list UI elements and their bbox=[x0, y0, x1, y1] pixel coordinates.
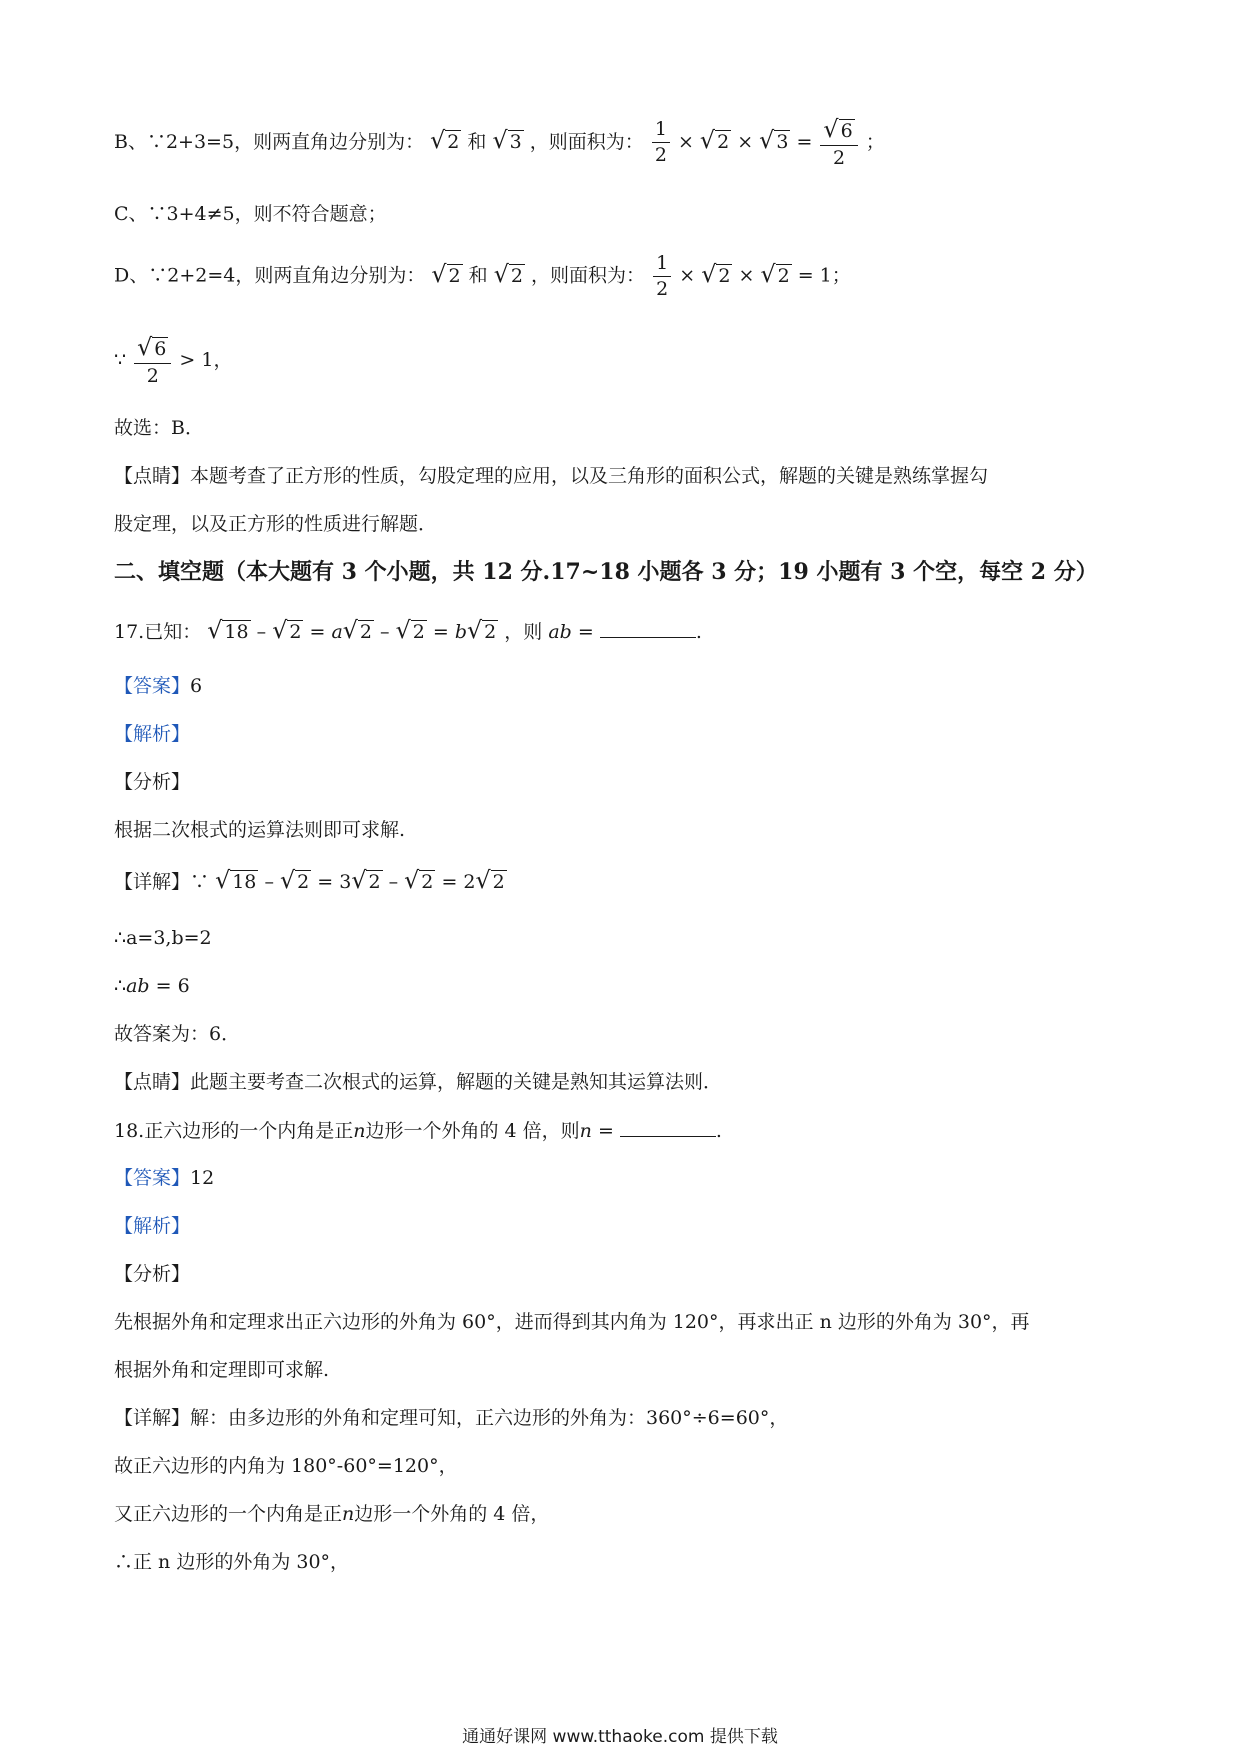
fraction-half: $\frac{1}{2}$ bbox=[652, 120, 670, 165]
option-d-line: D、∵2+2=4，则两直角边分别为： √ 2 和 √ 2 ，则面积为： $\frac{1}{2}$ × √ 2 × √ 2 = 1； bbox=[114, 252, 851, 300]
section-heading: 二、填空题（本大题有 3 个小题，共 12 分.17~18 小题各 3 分；19 小题有 3 个空，每空 2 分） bbox=[114, 559, 1098, 585]
sqrt-2: √ 2 bbox=[699, 125, 730, 154]
q17-analysis: 根据二次根式的运算法则即可求解. bbox=[114, 819, 406, 841]
sqrt-2: √ 2 bbox=[395, 616, 425, 644]
sqrt-2: √ 2 bbox=[351, 866, 381, 894]
sqrt-3: √ 3 bbox=[492, 125, 522, 154]
answer-blank bbox=[620, 1116, 716, 1137]
page-footer: 通通好课网 www.tthaoke.com 提供下载 bbox=[462, 1727, 778, 1747]
q18-jiexi-tag: 【解析】 bbox=[114, 1215, 191, 1237]
question-17: 17.已知： √ 18 – √ 2 = a√ 2 – √ 2 = b√ 2 ，则 ab = . bbox=[114, 616, 702, 644]
q18-answer-line bbox=[114, 1164, 214, 1192]
answer-tag: 【答案】 bbox=[114, 1167, 191, 1189]
fraction-sqrt6-over-2: $\frac{√ 6}{2}$ bbox=[820, 118, 857, 168]
sqrt-3: √ 3 bbox=[759, 125, 789, 154]
sqrt-2: √ 2 bbox=[475, 866, 505, 894]
sqrt-18: √ 18 bbox=[207, 616, 249, 644]
question-18: 18.正六边形的一个内角是正n边形一个外角的 4 倍，则n = . bbox=[114, 1116, 722, 1145]
q18-fenxi-tag: 【分析】 bbox=[114, 1263, 191, 1285]
fraction-half: $\frac{1}{2}$ bbox=[653, 254, 671, 299]
review-16-line-1: 【点睛】本题考查了正方形的性质，勾股定理的应用，以及三角形的面积公式，解题的关键是熟练掌握勾 bbox=[114, 465, 989, 487]
q18-detail-3: 又正六边形的一个内角是正n边形一个外角的 4 倍， bbox=[114, 1503, 550, 1525]
q17-fenxi-tag: 【分析】 bbox=[114, 771, 191, 793]
option-c-line: C、∵3+4≠5，则不符合题意； bbox=[114, 203, 387, 225]
q17-step-2: ∴ab = 6 bbox=[114, 975, 190, 997]
q18-analysis-2: 根据外角和定理即可求解. bbox=[114, 1359, 330, 1381]
choice-line: 故选：B． bbox=[114, 417, 204, 439]
q18-detail-4: ∴正 n 边形的外角为 30°， bbox=[114, 1551, 350, 1573]
sqrt-18: √ 18 bbox=[215, 866, 257, 894]
sqrt-2: √ 2 bbox=[404, 866, 434, 894]
q18-detail-2: 故正六边形的内角为 180°-60°=120°， bbox=[114, 1455, 458, 1477]
q17-jiexi-tag: 【解析】 bbox=[114, 723, 191, 745]
q18-analysis-1: 先根据外角和定理求出正六边形的外角为 60°，进而得到其内角为 120°，再求出正 n 边形的外角为 30°，再 bbox=[114, 1311, 1030, 1333]
answer-value: 6 bbox=[190, 675, 203, 697]
sqrt-2: √ 2 bbox=[760, 259, 790, 288]
sqrt-2: √ 2 bbox=[279, 866, 310, 894]
fraction-sqrt6-over-2: $\frac{√ 6}{2}$ bbox=[134, 336, 171, 386]
q17-final: 故答案为：6． bbox=[114, 1023, 241, 1045]
sqrt-2: √ 2 bbox=[272, 616, 302, 644]
answer-value: 12 bbox=[190, 1167, 215, 1189]
sqrt-2: √ 2 bbox=[430, 125, 460, 154]
compare-line: ∵ $\frac{√ 6}{2}$ > 1， bbox=[114, 333, 233, 387]
q17-step-1: ∴a=3,b=2 bbox=[114, 927, 212, 949]
q17-review: 【点睛】此题主要考查二次根式的运算，解题的关键是熟知其运算法则． bbox=[114, 1071, 723, 1093]
sqrt-2: √ 2 bbox=[342, 616, 372, 644]
sqrt-2: √ 2 bbox=[431, 259, 461, 288]
q17-answer-line bbox=[114, 672, 202, 700]
answer-blank bbox=[600, 617, 696, 638]
review-16-line-2: 股定理，以及正方形的性质进行解题． bbox=[114, 513, 438, 535]
option-b-line: B、∵2+3=5，则两直角边分别为： √ 2 和 √ 3 ，则面积为： $\frac{1}{2}$ × √ 2 × √ 3 = $\frac{√ 6}{2}$ ； bbox=[114, 115, 885, 169]
sqrt-2: √ 2 bbox=[701, 259, 731, 288]
answer-tag: 【答案】 bbox=[114, 675, 191, 697]
sqrt-2: √ 2 bbox=[467, 616, 497, 644]
q18-detail-1: 【详解】解：由多边形的外角和定理可知，正六边形的外角为：360°÷6=60°， bbox=[114, 1407, 789, 1429]
sqrt-2: √ 2 bbox=[493, 259, 523, 288]
q17-detail: 【详解】∵ √ 18 – √ 2 = 3√ 2 – √ 2 = 2√ 2 bbox=[114, 866, 505, 894]
